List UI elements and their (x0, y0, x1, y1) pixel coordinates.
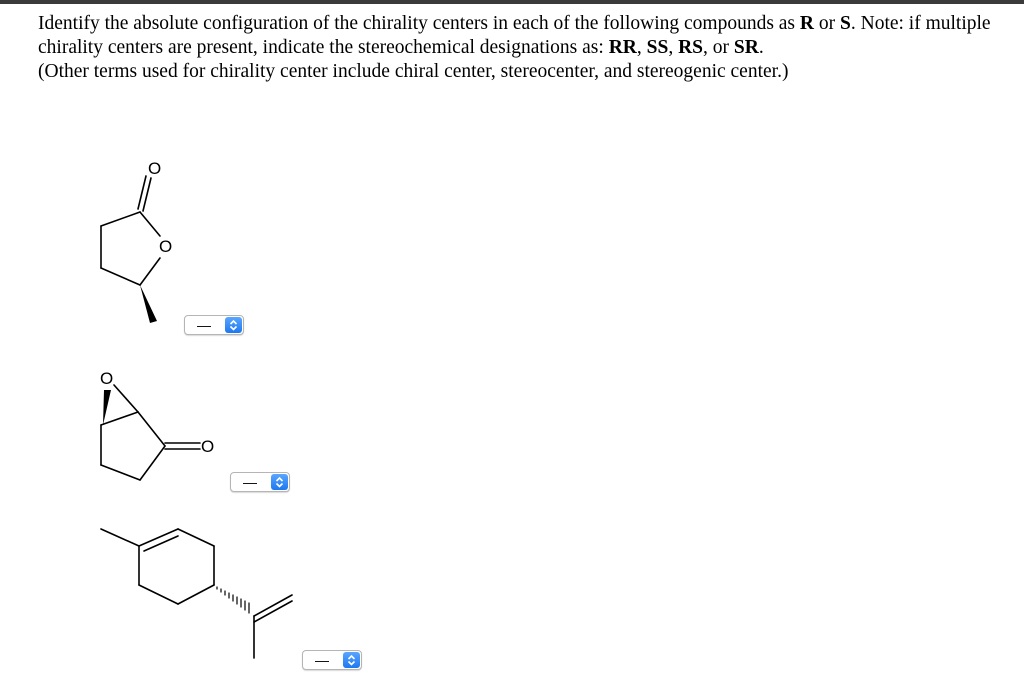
atom-o-carbonyl: O (148, 159, 162, 178)
up-down-chevron-icon (271, 474, 288, 490)
answer-select-1[interactable] (184, 315, 244, 335)
answer-select-1-value: — (197, 317, 211, 333)
atom-o-ketone: O (201, 437, 215, 456)
answer-select-2[interactable] (230, 472, 290, 492)
up-down-chevron-icon (225, 317, 242, 333)
atom-o-epoxide: O (100, 369, 114, 388)
answer-select-2-value: — (243, 474, 257, 490)
answer-select-3-value: — (315, 652, 329, 668)
answer-select-3[interactable] (302, 650, 362, 670)
question-note: (Other terms used for chirality center include chiral center, stereocenter, and stereogenic center.) (38, 61, 789, 82)
up-down-chevron-icon (343, 652, 360, 668)
question-instructions: Identify the absolute configuration of the chirality centers in each of the following compounds as R or S. Note: if multiple chirality centers are present, indicate the stereochemical designations as: RR, SS, RS, or SR. (38, 13, 991, 58)
atom-o-ring: O (159, 237, 173, 256)
